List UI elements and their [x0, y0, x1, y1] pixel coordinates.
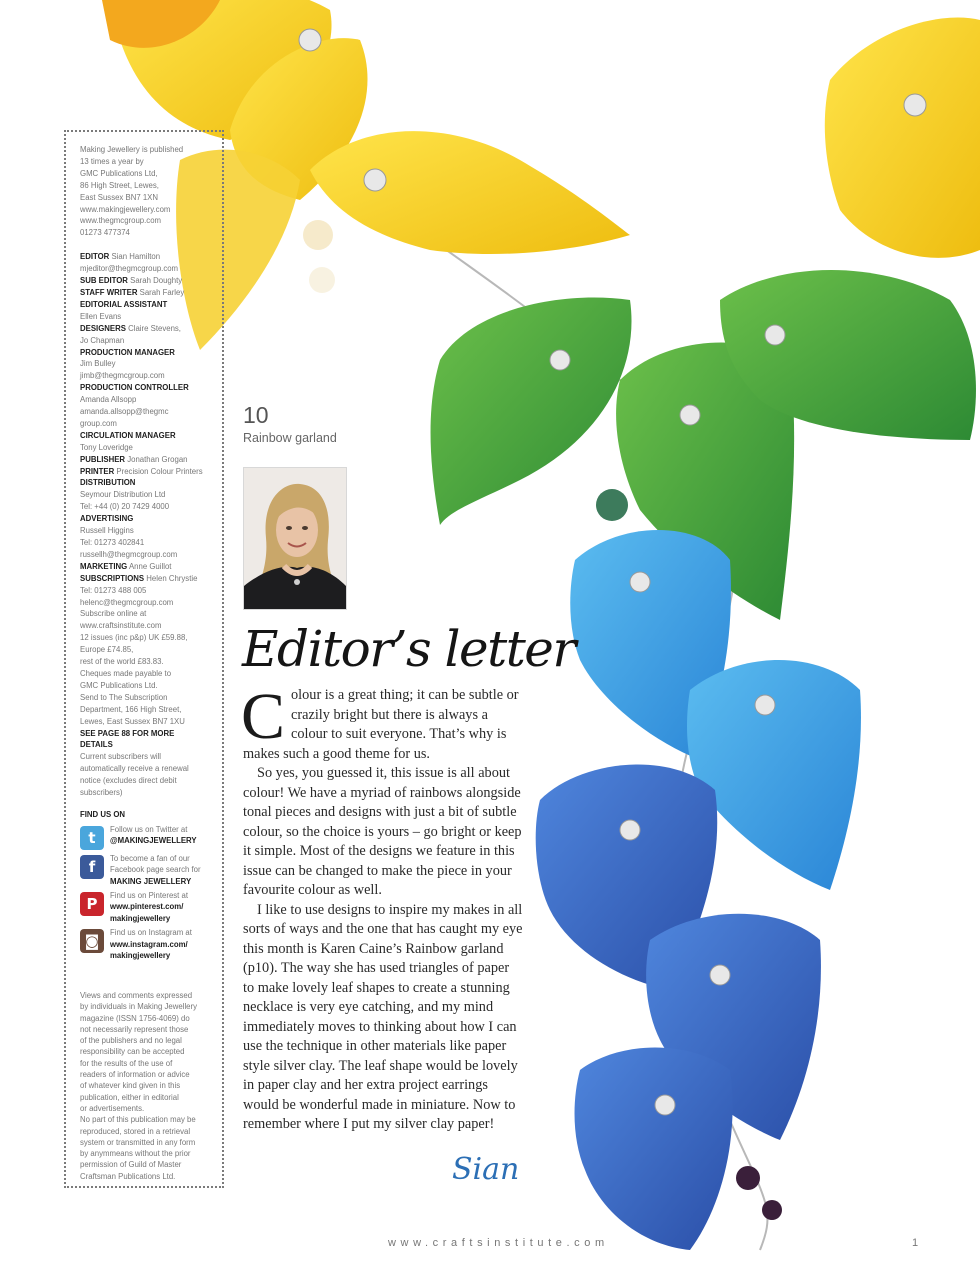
facebook-icon: f: [80, 855, 104, 879]
letter-paragraph: Colour is a great thing; it can be subtle or crazily bright but there is always a colour to suit everyone. That’s why is makes such a good theme for us.: [241, 680, 519, 762]
credit-staff-writer: STAFF WRITER Sarah Farley: [80, 287, 185, 297]
credit-distribution-label: DISTRIBUTION: [80, 478, 136, 488]
see-page-note: SEE PAGE 88 FOR MORE: [80, 728, 175, 738]
credit-production-controller-label: PRODUCTION CONTROLLER: [80, 383, 189, 393]
social-facebook[interactable]: f To become a fan of our Facebook page search for MAKING JEWELLERY: [80, 855, 222, 887]
production-manager-email[interactable]: jimb@thegmcgroup.com: [80, 371, 165, 381]
credit-designers: DESIGNERS Claire Stevens,: [80, 323, 181, 333]
instagram-icon: ◙: [80, 929, 104, 953]
subscriptions-email[interactable]: helenc@thegmcgroup.com: [80, 597, 174, 607]
pinterest-link[interactable]: www.pinterest.com/: [110, 902, 184, 912]
instagram-link[interactable]: www.instagram.com/: [110, 939, 188, 949]
disclaimer: Views and comments expressed by individuals in Making Jewellery magazine (ISSN 1756-4069) do not necessarily represent those of the publishers and no legal responsibility can be accepted for the results of the use of readers of information or advice of whatever kind given in this publication, either in editorial or advertisements. No part of this publication may be reproduced, stored in a retrieval system or transmitted in any form by anymmeans without the prior permission of Guild of Master Craftsman Publications Ltd.: [80, 991, 198, 1181]
advertising-email[interactable]: russellh@thegmcgroup.com: [80, 549, 178, 559]
editor-portrait: [243, 467, 347, 610]
teaser-page-number[interactable]: 10: [243, 402, 269, 428]
website-link[interactable]: www.makingjewellery.com: [80, 204, 171, 214]
social-instagram[interactable]: ◙ Find us on Instagram at www.instagram.com/ makingjewellery: [80, 929, 222, 961]
twitter-icon: t: [80, 826, 104, 850]
page-title: Editor’s letter: [242, 620, 575, 678]
page-number: 1: [912, 1237, 919, 1249]
letter-paragraph: So yes, you guessed it, this issue is all about colour! We have a myriad of rainbows alongside tonal pieces and designs with just a bit of subtle colour, so the choice is yours – go bright or keep it simple. Most of the designs we feature in this issue can be changed to make the piece in your favourite colour as well.: [243, 765, 522, 898]
subscribe-link[interactable]: www.craftsinstitute.com: [80, 621, 162, 631]
credit-editorial-assistant-label: EDITORIAL ASSISTANT: [80, 299, 168, 309]
twitter-handle[interactable]: @MAKINGJEWELLERY: [110, 836, 197, 846]
masthead-sidebar: Making Jewellery is published 13 times a year by GMC Publications Ltd, 86 High Street, Lewes, East Sussex BN7 1XN www.makingjewellery.com www.thegmcgroup.com 01273 477374 EDITOR Sian Hamilton mjeditor@thegmcgroup.com SUB EDITOR Sarah Doughty STAFF WRITER Sarah Farley EDITORIAL ASSISTANT Ellen Evans DESIGNERS Claire Stevens, Jo Chapman PRODUCTION MANAGER Jim Bulley jimb@thegmcgroup.com PRODUCTION CONTROLLER Amanda Allsopp amanda.allsopp@thegmc group.com CIRCULATION MANAGER Tony Loveridge PUBLISHER Jonathan Grogan PRINTER Precision Colour Printers DISTRIBUTION Seymour Distribution Ltd Tel: +44 (0) 20 7429 4000 ADVERTISING Russell Higgins Tel: 01273 402841 russellh@thegmcgroup.com MARKETING Anne Guillot SUBSCRIPTIONS Helen Chrystie Tel: 01273 488 005 helenc@thegmcgroup.com Subscribe online at www.craftsinstitute.com 12 issues (inc p&p) UK £59.88, Europe £74.85, rest of the world £83.83. Cheques made payable to GMC Publications Ltd. Send to The Subscription Department, 166 High Street, Lewes, East Sussex BN7 1XU SEE PAGE 88 FOR MORE DETAILS Current subscribers will automatically receive a renewal notice (excludes direct debit subscribers) FIND US ON t Follow us on Twitter at @MAKINGJEWELLERY f To become a fan of our Facebook page search for MAKING JEWELLERY P Find us on Pinterest at www.pinterest.com/ makingjewellery ◙ Find us on Instagram at www.instagram.com/ makingjewellery Views and comments expressed by individuals in Making Jewellery magazine (ISSN 1756-4069) do not necessarily represent those of the publishers and no legal responsibility can be accepted for the results of the use of readers of information or advice of whatever kind given in this publication, either in editorial or advertisements. No part of this publication may be reproduced, stored in a retrieval system or transmitted in any form by anymmeans without the prior permission of Guild of Master Craftsman Publications Ltd.: [64, 130, 224, 1188]
credit-subscriptions: SUBSCRIPTIONS Helen Chrystie: [80, 573, 198, 583]
credit-circulation-manager-label: CIRCULATION MANAGER: [80, 430, 176, 440]
find-us-title: FIND US ON: [80, 809, 126, 819]
credit-production-manager-label: PRODUCTION MANAGER: [80, 347, 175, 357]
editor-letter-body: [241, 680, 523, 1135]
renewal-note: Current subscribers will: [80, 752, 162, 762]
editor-signature: Sian: [452, 1152, 520, 1187]
production-controller-email[interactable]: amanda.allsopp@thegmc: [80, 407, 169, 417]
social-pinterest[interactable]: P Find us on Pinterest at www.pinterest.com/ makingjewellery: [80, 892, 222, 924]
credit-marketing: MARKETING Anne Guillot: [80, 561, 172, 571]
credit-sub-editor: SUB EDITOR Sarah Doughty: [80, 276, 183, 286]
pinterest-icon: P: [80, 892, 104, 916]
website-link[interactable]: www.thegmcgroup.com: [80, 216, 162, 226]
credit-printer: PRINTER Precision Colour Printers: [80, 466, 203, 476]
credit-advertising-label: ADVERTISING: [80, 514, 134, 524]
publisher-info: Making Jewellery is published: [80, 145, 184, 154]
credit-editor: EDITOR Sian Hamilton: [80, 252, 161, 262]
footer-url[interactable]: www.craftsinstitute.com: [388, 1237, 609, 1249]
teaser-title[interactable]: Rainbow garland: [243, 431, 337, 445]
editor-email[interactable]: mjeditor@thegmcgroup.com: [80, 264, 179, 274]
social-twitter[interactable]: t Follow us on Twitter at @MAKINGJEWELLERY: [80, 826, 222, 850]
drop-cap: C: [241, 680, 286, 753]
letter-paragraph: I like to use designs to inspire my makes in all sorts of ways and the one that has caught my eye this month is Karen Caine’s Rainbow garland (p10). The way she has used triangles of paper to make lovely leaf shapes to create a stunning necklace is very eye catching, and my mind immediately moves to thinking about how I can use the technique in other materials like paper style silver clay. The leaf shape would be lovely in paper clay and her extra project earrings would be wonderful made in miniature. Now to remember where I put my silver clay paper!: [243, 901, 523, 1132]
credit-publisher: PUBLISHER Jonathan Grogan: [80, 454, 188, 464]
facebook-handle[interactable]: MAKING JEWELLERY: [110, 876, 192, 886]
